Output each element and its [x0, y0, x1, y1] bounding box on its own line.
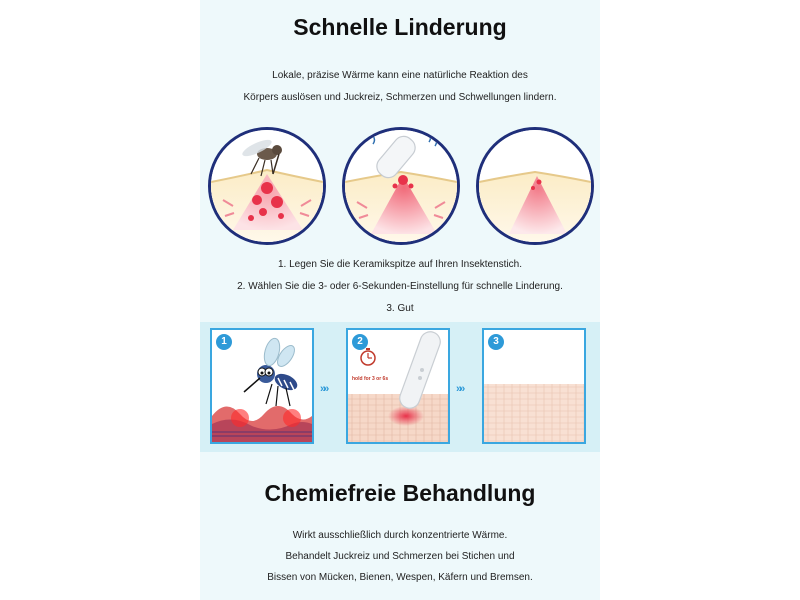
chevron-right-icon: »» — [456, 383, 463, 395]
intro-line: Lokale, präzise Wärme kann eine natürliche Reaktion des — [272, 70, 528, 81]
step-badge-3: 3 — [488, 334, 504, 350]
step-card-3 — [482, 328, 586, 444]
mosquito-bite-icon — [208, 127, 326, 245]
outro-line: Bissen von Mücken, Bienen, Wespen, Käfern und Bremsen. — [267, 572, 533, 583]
step-badge-1: 1 — [216, 334, 232, 350]
chevron-right-icon: »» — [320, 383, 327, 395]
heading-chemical-free: Chemiefreie Behandlung — [264, 480, 536, 506]
intro-text — [200, 65, 600, 109]
outro-line: Wirkt ausschließlich durch konzentrierte Wärme. — [292, 530, 508, 541]
instruction-line: 3. Gut — [386, 303, 414, 314]
hold-duration-label: hold for 3 or 6s — [352, 376, 389, 382]
healed-skin-icon — [476, 127, 594, 245]
instruction-line: 1. Legen Sie die Keramikspitze auf Ihren Insektenstich. — [277, 259, 523, 270]
instruction-line: 2. Wählen Sie die 3- oder 6-Sekunden-Einstellung für schnelle Linderung. — [237, 281, 563, 292]
intro-line: Körpers auslösen und Juckreiz, Schmerzen und Schwellungen lindern. — [243, 92, 557, 103]
heading-quick-relief: Schnelle Linderung — [293, 14, 507, 40]
step-card-1 — [210, 328, 314, 444]
heat-pen-icon — [342, 127, 460, 245]
outro-text — [200, 525, 600, 588]
instructions-text — [200, 254, 600, 320]
step-badge-2: 2 — [352, 334, 368, 350]
step-card-2 — [346, 328, 450, 444]
outro-line: Behandelt Juckreiz und Schmerzen bei Stichen und — [285, 551, 515, 562]
